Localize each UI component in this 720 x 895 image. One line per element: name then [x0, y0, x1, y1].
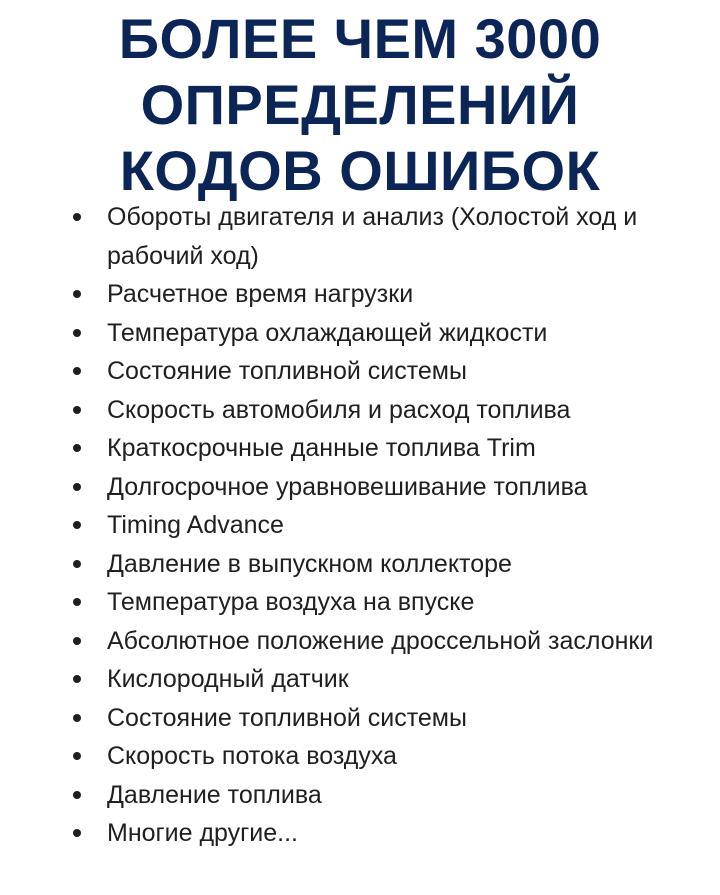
feature-item [0, 776, 720, 815]
bullet-icon [73, 329, 81, 337]
feature-item [0, 198, 720, 275]
feature-text: Timing Advance [107, 511, 284, 539]
bullet-icon [73, 560, 81, 568]
feature-item [0, 699, 720, 738]
feature-text: Обороты двигателя и анализ (Холостой ход и рабочий ход) [107, 203, 638, 270]
feature-text: Долгосрочное уравновешивание топлива [107, 472, 588, 501]
feature-list [0, 198, 720, 853]
feature-item [0, 391, 720, 430]
feature-text: Давление в выпускном коллекторе [107, 549, 512, 578]
bullet-icon [73, 444, 81, 452]
feature-text: Абсолютное положение дроссельной заслонки [107, 626, 654, 655]
feature-item [0, 545, 720, 584]
feature-text: Скорость потока воздуха [107, 742, 397, 770]
headline-line-2: ОПРЕДЕЛЕНИЙ [140, 73, 580, 136]
feature-item [0, 314, 720, 353]
feature-item [0, 622, 720, 661]
feature-item [0, 737, 720, 776]
bullet-icon [73, 406, 81, 414]
feature-text: Многие другие... [107, 819, 299, 847]
feature-text: Состояние топливной системы [107, 703, 467, 732]
bullet-icon [73, 483, 81, 491]
bullet-icon [73, 714, 81, 722]
bullet-icon [73, 290, 81, 298]
feature-item [0, 468, 720, 507]
bullet-icon [73, 752, 81, 760]
feature-item [0, 814, 720, 853]
headline [0, 6, 720, 204]
bullet-icon [73, 521, 81, 529]
bullet-icon [73, 213, 81, 221]
feature-text: Краткосрочные данные топлива Trim [107, 434, 536, 462]
feature-text: Температура воздуха на впуске [107, 588, 475, 616]
feature-item [0, 352, 720, 391]
bullet-icon [73, 829, 81, 837]
feature-item [0, 506, 720, 545]
feature-text: Давление топлива [107, 780, 322, 809]
bullet-icon [73, 675, 81, 683]
feature-text: Скорость автомобиля и расход топлива [107, 395, 571, 424]
headline-line-3: КОДОВ ОШИБОК [119, 139, 601, 202]
bullet-icon [73, 791, 81, 799]
feature-text: Состояние топливной системы [107, 357, 467, 385]
bullet-icon [73, 598, 81, 606]
feature-text: Расчетное время нагрузки [107, 280, 414, 308]
feature-item [0, 583, 720, 622]
feature-text: Кислородный датчик [107, 665, 349, 693]
headline-line-1: БОЛЕЕ ЧЕМ 3000 [118, 7, 602, 70]
feature-text: Температура охлаждающей жидкости [107, 318, 548, 347]
feature-item [0, 660, 720, 699]
bullet-icon [73, 367, 81, 375]
feature-item [0, 275, 720, 314]
bullet-icon [73, 637, 81, 645]
feature-item [0, 429, 720, 468]
